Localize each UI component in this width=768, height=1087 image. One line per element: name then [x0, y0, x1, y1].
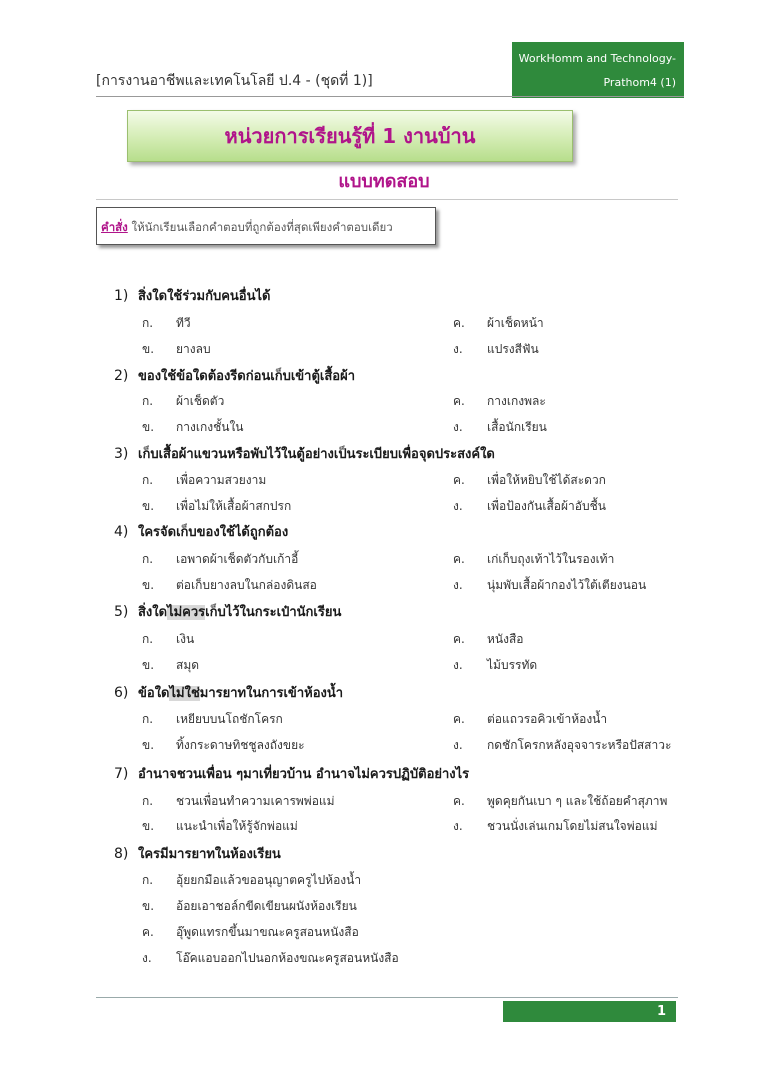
option-text: อุ๊พูดแทรกขึ้นมาขณะครูสอนหนังสือ	[176, 925, 359, 939]
option-text: เพื่อความสวยงาม	[176, 473, 267, 487]
option-letter: ข.	[142, 578, 155, 592]
question-2	[114, 365, 355, 386]
question-highlight: ไม่ควร	[167, 605, 206, 620]
option-text: อุ้ยยกมือแล้วขออนุญาตครูไปห้องน้ำ	[176, 873, 362, 887]
option-letter: ค.	[453, 794, 465, 808]
instruction-label: คำสั่ง	[101, 220, 128, 234]
option-text: เสื้อนักเรียน	[487, 420, 547, 434]
option-text: ต่อเก็บยางลบในกล่องดินสอ	[176, 578, 317, 592]
option-text: เงิน	[176, 632, 195, 646]
option-text: เอพาดผ้าเช็ดตัวกับเก้าอี้	[176, 552, 299, 566]
option-letter: ค.	[453, 473, 465, 487]
option-letter: ก.	[142, 712, 154, 726]
option-letter: ง.	[453, 738, 463, 752]
option-text: อ้อยเอาชอล์กขีดเขียนผนังห้องเรียน	[176, 899, 357, 913]
question-text: ใครมีมารยาทในห้องเรียน	[138, 847, 281, 862]
option-text: เพื่อไม่ให้เสื้อผ้าสกปรก	[176, 499, 292, 513]
option[interactable]	[453, 792, 667, 811]
question-7	[114, 763, 469, 784]
option-letter: ข.	[142, 499, 155, 513]
option-text: นุ่มพับเสื้อผ้ากองไว้ใต้เตียงนอน	[487, 578, 647, 592]
question-6	[114, 682, 343, 703]
option-text: ผ้าเช็ดตัว	[176, 394, 225, 408]
option-letter: ข.	[142, 738, 155, 752]
instruction-box	[96, 207, 436, 245]
question-number: 3)	[114, 446, 129, 462]
option[interactable]	[453, 817, 657, 836]
option-letter: ข.	[142, 420, 155, 434]
option[interactable]	[142, 710, 283, 729]
option[interactable]	[142, 897, 357, 916]
option-text: เพื่อให้หยิบใช้ได้สะดวก	[487, 473, 606, 487]
option-text: ชวนเพื่อนทำความเคารพพ่อแม่	[176, 794, 335, 808]
option-letter: ก.	[142, 473, 154, 487]
option[interactable]	[453, 576, 646, 595]
option[interactable]	[453, 630, 524, 649]
option-text: เก่เก็บถุงเท้าไว้ในรองเท้า	[487, 552, 615, 566]
option[interactable]	[142, 817, 298, 836]
option-text: กางเกงชั้นใน	[176, 420, 244, 434]
header-right-line1: WorkHomm and Technology-	[518, 52, 676, 65]
option-text: ทีวี	[176, 316, 191, 330]
question-8	[114, 843, 281, 864]
option[interactable]	[453, 550, 614, 569]
option[interactable]	[453, 418, 547, 437]
option-text: ต่อแถวรอคิวเข้าห้องน้ำ	[487, 712, 608, 726]
option[interactable]	[453, 710, 607, 729]
question-text-post: เก็บไว้ในกระเป๋านักเรียน	[205, 605, 342, 620]
option-letter: ก.	[142, 394, 154, 408]
option[interactable]	[142, 923, 359, 942]
option[interactable]	[142, 871, 361, 890]
option-text: เหยียบบนโถชักโครก	[176, 712, 283, 726]
option-text: แปรงสีฟัน	[487, 342, 539, 356]
option-text: โอ๊คแอบออกไปนอกห้องขณะครูสอนหนังสือ	[176, 951, 399, 965]
header-left-title: [การงานอาชีพและเทคโนโลยี ป.4 - (ชุดที่ 1)]	[96, 73, 373, 89]
option[interactable]	[142, 576, 317, 595]
question-text-pre: สิ่งใด	[138, 605, 168, 620]
question-1	[114, 285, 270, 306]
page-number: 1	[503, 1001, 676, 1022]
instruction-text: ให้นักเรียนเลือกคำตอบที่ถูกต้องที่สุดเพียงคำตอบเดียว	[127, 220, 393, 234]
question-text-pre: ข้อใด	[138, 686, 170, 701]
option[interactable]	[142, 949, 399, 968]
option-text: ชวนนั่งเล่นเกมโดยไม่สนใจพ่อแม่	[487, 819, 658, 833]
option-text: สมุด	[176, 658, 200, 672]
question-number: 7)	[114, 766, 129, 782]
option-text: ผ้าเช็ดหน้า	[487, 316, 544, 330]
option-letter: ค.	[453, 712, 465, 726]
question-text: อำนาจชวนเพื่อน ๆมาเที่ยวบ้าน อำนาจไม่ควรปฏิบัติอย่างไร	[138, 767, 470, 782]
option-letter: ง.	[453, 819, 463, 833]
option-letter: ข.	[142, 819, 155, 833]
option[interactable]	[453, 656, 537, 675]
subtitle: แบบทดสอบ	[338, 171, 430, 192]
header-badge	[512, 42, 684, 98]
option[interactable]	[142, 630, 194, 649]
option[interactable]	[142, 471, 266, 490]
option[interactable]	[142, 736, 305, 755]
option[interactable]	[453, 340, 539, 359]
option-letter: ก.	[142, 632, 154, 646]
option[interactable]	[142, 392, 224, 411]
question-number: 5)	[114, 604, 129, 620]
footer-divider	[96, 997, 678, 998]
option[interactable]	[453, 314, 544, 333]
header-right-line2: Prathom4 (1)	[603, 76, 676, 89]
question-number: 1)	[114, 288, 129, 304]
unit-title-box	[127, 110, 573, 162]
option-letter: ก.	[142, 794, 154, 808]
question-text: ของใช้ข้อใดต้องรีดก่อนเก็บเข้าตู้เสื้อผ้า	[138, 369, 356, 384]
option-text: ยางลบ	[176, 342, 211, 356]
question-highlight: ไม่ใช่	[169, 686, 200, 701]
question-text: ใครจัดเก็บของใช้ได้ถูกต้อง	[138, 525, 289, 540]
unit-title: หน่วยการเรียนรู้ที่ 1 งานบ้าน	[224, 124, 476, 148]
option[interactable]	[453, 392, 546, 411]
option-letter: ง.	[453, 578, 463, 592]
option[interactable]	[453, 471, 606, 490]
option[interactable]	[142, 497, 291, 516]
option-letter: ข.	[142, 658, 155, 672]
question-number: 8)	[114, 846, 129, 862]
option[interactable]	[142, 314, 191, 333]
option-text: เพื่อป้องกันเสื้อผ้าอับชื้น	[487, 499, 606, 513]
option-letter: ง.	[142, 951, 152, 965]
option[interactable]	[142, 656, 199, 675]
option-letter: ค.	[453, 552, 465, 566]
option[interactable]	[453, 497, 606, 516]
option[interactable]	[142, 792, 335, 811]
option-letter: ก.	[142, 552, 154, 566]
option-letter: ง.	[453, 499, 463, 513]
section-divider	[96, 199, 678, 200]
option-text: ทิ้งกระดาษทิชชูลงถังขยะ	[176, 738, 305, 752]
option-letter: ก.	[142, 873, 154, 887]
option-letter: ค.	[453, 394, 465, 408]
question-number: 2)	[114, 368, 129, 384]
option[interactable]	[453, 736, 671, 755]
option-letter: ก.	[142, 316, 154, 330]
question-5	[114, 601, 341, 622]
option-text: แนะนำเพื่อให้รู้จักพ่อแม่	[176, 819, 298, 833]
option-text: พูดคุยกันเบา ๆ และใช้ถ้อยคำสุภาพ	[487, 794, 668, 808]
question-text-post: มารยาทในการเข้าห้องน้ำ	[199, 686, 344, 701]
option-letter: ค.	[453, 316, 465, 330]
question-number: 4)	[114, 524, 129, 540]
option[interactable]	[142, 340, 211, 359]
option-letter: ง.	[453, 658, 463, 672]
question-text: เก็บเสื้อผ้าแขวนหรือพับไว้ในตู้อย่างเป็นระเบียบเพื่อจุดประสงค์ใด	[138, 447, 495, 462]
question-number: 6)	[114, 685, 129, 701]
option-letter: ข.	[142, 342, 155, 356]
option-text: กดชักโครกหลังอุจจาระหรือปัสสาวะ	[487, 738, 672, 752]
option-text: หนังสือ	[487, 632, 524, 646]
header-divider	[96, 96, 684, 97]
option-letter: ข.	[142, 899, 155, 913]
option[interactable]	[142, 550, 298, 569]
option-letter: ค.	[453, 632, 465, 646]
option-letter: ง.	[453, 342, 463, 356]
option[interactable]	[142, 418, 244, 437]
question-4	[114, 521, 288, 542]
option-letter: ง.	[453, 420, 463, 434]
question-3	[114, 443, 495, 464]
option-letter: ค.	[142, 925, 154, 939]
question-text: สิ่งใดใช้ร่วมกับคนอื่นได้	[138, 289, 271, 304]
option-text: กางเกงพละ	[487, 394, 546, 408]
option-text: ไม้บรรทัด	[487, 658, 538, 672]
